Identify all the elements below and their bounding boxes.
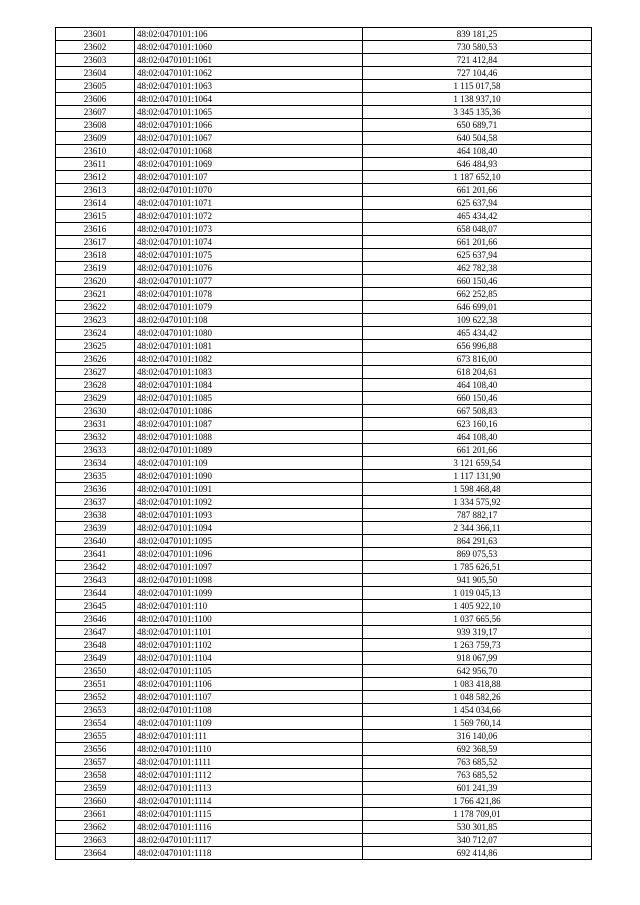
cadastral-value-cell: 1 115 017,58: [363, 80, 592, 93]
table-row: [56, 405, 592, 418]
row-number-cell: 23616: [56, 223, 135, 236]
cadastral-number-cell: 48:02:0470101:1115: [135, 808, 363, 821]
row-number-cell: 23615: [56, 210, 135, 223]
cadastral-value-cell: 1 569 760,14: [363, 717, 592, 730]
row-number-cell: 23662: [56, 821, 135, 834]
table-row: [56, 613, 592, 626]
row-number-cell: 23625: [56, 340, 135, 353]
cadastral-value-cell: 618 204,61: [363, 366, 592, 379]
table-row: [56, 158, 592, 171]
cadastral-value-cell: 864 291,63: [363, 535, 592, 548]
cadastral-number-cell: 48:02:0470101:1094: [135, 522, 363, 535]
table-row: [56, 496, 592, 509]
cadastral-value-cell: 465 434,42: [363, 210, 592, 223]
row-number-cell: 23601: [56, 28, 135, 41]
cadastral-number-cell: 48:02:0470101:1083: [135, 366, 363, 379]
cadastral-number-cell: 48:02:0470101:1068: [135, 145, 363, 158]
table-row: [56, 80, 592, 93]
cadastral-value-cell: 623 160,16: [363, 418, 592, 431]
cadastral-number-cell: 48:02:0470101:107: [135, 171, 363, 184]
row-number-cell: 23647: [56, 626, 135, 639]
cadastral-number-cell: 48:02:0470101:1104: [135, 652, 363, 665]
row-number-cell: 23617: [56, 236, 135, 249]
table-row: [56, 93, 592, 106]
cadastral-number-cell: 48:02:0470101:1110: [135, 743, 363, 756]
cadastral-value-cell: 661 201,66: [363, 236, 592, 249]
table-row: [56, 288, 592, 301]
cadastral-value-cell: 1 598 468,48: [363, 483, 592, 496]
table-row: [56, 223, 592, 236]
cadastral-number-cell: 48:02:0470101:1065: [135, 106, 363, 119]
cadastral-number-cell: 48:02:0470101:1108: [135, 704, 363, 717]
row-number-cell: 23628: [56, 379, 135, 392]
table-row: [56, 366, 592, 379]
table-row: [56, 41, 592, 54]
cadastral-number-cell: 48:02:0470101:1086: [135, 405, 363, 418]
row-number-cell: 23620: [56, 275, 135, 288]
cadastral-number-cell: 48:02:0470101:1097: [135, 561, 363, 574]
table-row: [56, 54, 592, 67]
row-number-cell: 23607: [56, 106, 135, 119]
row-number-cell: 23646: [56, 613, 135, 626]
cadastral-number-cell: 48:02:0470101:1116: [135, 821, 363, 834]
cadastral-number-cell: 48:02:0470101:1076: [135, 262, 363, 275]
row-number-cell: 23629: [56, 392, 135, 405]
cadastral-value-cell: 1 037 665,56: [363, 613, 592, 626]
cadastral-number-cell: 48:02:0470101:1070: [135, 184, 363, 197]
row-number-cell: 23653: [56, 704, 135, 717]
cadastral-number-cell: 48:02:0470101:1106: [135, 678, 363, 691]
cadastral-value-cell: 1 019 045,13: [363, 587, 592, 600]
cadastral-value-cell: 646 699,01: [363, 301, 592, 314]
cadastral-value-cell: 1 785 626,51: [363, 561, 592, 574]
cadastral-number-cell: 48:02:0470101:1107: [135, 691, 363, 704]
cadastral-number-cell: 48:02:0470101:109: [135, 457, 363, 470]
row-number-cell: 23632: [56, 431, 135, 444]
cadastral-value-cell: 941 905,50: [363, 574, 592, 587]
row-number-cell: 23622: [56, 301, 135, 314]
cadastral-number-cell: 48:02:0470101:1102: [135, 639, 363, 652]
table-row: [56, 691, 592, 704]
cadastral-number-cell: 48:02:0470101:1064: [135, 93, 363, 106]
row-number-cell: 23643: [56, 574, 135, 587]
table-row: [56, 171, 592, 184]
table-row: [56, 678, 592, 691]
cadastral-number-cell: 48:02:0470101:1088: [135, 431, 363, 444]
table-row: [56, 756, 592, 769]
cadastral-value-cell: 464 108,40: [363, 379, 592, 392]
cadastral-value-cell: 1 178 709,01: [363, 808, 592, 821]
row-number-cell: 23604: [56, 67, 135, 80]
table-row: [56, 249, 592, 262]
cadastral-number-cell: 48:02:0470101:1073: [135, 223, 363, 236]
row-number-cell: 23664: [56, 847, 135, 860]
cadastral-value-cell: 462 782,38: [363, 262, 592, 275]
cadastral-value-cell: 650 689,71: [363, 119, 592, 132]
cadastral-value-cell: 3 345 135,36: [363, 106, 592, 119]
cadastral-number-cell: 48:02:0470101:1074: [135, 236, 363, 249]
cadastral-number-cell: 48:02:0470101:108: [135, 314, 363, 327]
cadastral-value-cell: 692 368,59: [363, 743, 592, 756]
row-number-cell: 23639: [56, 522, 135, 535]
cadastral-number-cell: 48:02:0470101:1105: [135, 665, 363, 678]
table-row: [56, 28, 592, 41]
row-number-cell: 23654: [56, 717, 135, 730]
cadastral-number-cell: 48:02:0470101:1098: [135, 574, 363, 587]
cadastral-number-cell: 48:02:0470101:1109: [135, 717, 363, 730]
row-number-cell: 23652: [56, 691, 135, 704]
cadastral-value-cell: 1 405 922,10: [363, 600, 592, 613]
cadastral-number-cell: 48:02:0470101:1092: [135, 496, 363, 509]
cadastral-value-cell: 662 252,85: [363, 288, 592, 301]
table-body: [56, 28, 592, 860]
table-row: [56, 821, 592, 834]
table-row: [56, 743, 592, 756]
table-row: [56, 327, 592, 340]
table-row: [56, 561, 592, 574]
cadastral-number-cell: 48:02:0470101:1091: [135, 483, 363, 496]
cadastral-value-cell: 727 104,46: [363, 67, 592, 80]
cadastral-value-cell: 721 412,84: [363, 54, 592, 67]
cadastral-number-cell: 48:02:0470101:1111: [135, 756, 363, 769]
row-number-cell: 23619: [56, 262, 135, 275]
row-number-cell: 23623: [56, 314, 135, 327]
row-number-cell: 23644: [56, 587, 135, 600]
cadastral-value-cell: 465 434,42: [363, 327, 592, 340]
cadastral-value-cell: 109 622,38: [363, 314, 592, 327]
cadastral-number-cell: 48:02:0470101:1095: [135, 535, 363, 548]
row-number-cell: 23638: [56, 509, 135, 522]
table-row: [56, 119, 592, 132]
cadastral-number-cell: 48:02:0470101:1093: [135, 509, 363, 522]
table-row: [56, 132, 592, 145]
row-number-cell: 23658: [56, 769, 135, 782]
cadastral-value-cell: 625 637,94: [363, 197, 592, 210]
cadastral-value-cell: 601 241,39: [363, 782, 592, 795]
row-number-cell: 23603: [56, 54, 135, 67]
cadastral-number-cell: 48:02:0470101:1071: [135, 197, 363, 210]
cadastral-number-cell: 48:02:0470101:1077: [135, 275, 363, 288]
row-number-cell: 23610: [56, 145, 135, 158]
cadastral-number-cell: 48:02:0470101:1113: [135, 782, 363, 795]
cadastral-number-cell: 48:02:0470101:1084: [135, 379, 363, 392]
table-row: [56, 275, 592, 288]
cadastral-value-cell: 1 187 652,10: [363, 171, 592, 184]
cadastral-number-cell: 48:02:0470101:1062: [135, 67, 363, 80]
table-row: [56, 509, 592, 522]
row-number-cell: 23640: [56, 535, 135, 548]
cadastral-number-cell: 48:02:0470101:1067: [135, 132, 363, 145]
cadastral-value-cell: 2 344 366,11: [363, 522, 592, 535]
cadastral-value-cell: 667 508,83: [363, 405, 592, 418]
cadastral-number-cell: 48:02:0470101:1082: [135, 353, 363, 366]
cadastral-number-cell: 48:02:0470101:1063: [135, 80, 363, 93]
cadastral-number-cell: 48:02:0470101:111: [135, 730, 363, 743]
cadastral-value-cell: 625 637,94: [363, 249, 592, 262]
cadastral-number-cell: 48:02:0470101:106: [135, 28, 363, 41]
cadastral-value-cell: 464 108,40: [363, 431, 592, 444]
cadastral-value-cell: 692 414,86: [363, 847, 592, 860]
cadastral-value-cell: 530 301,85: [363, 821, 592, 834]
table-row: [56, 626, 592, 639]
table-row: [56, 574, 592, 587]
cadastral-number-cell: 48:02:0470101:1080: [135, 327, 363, 340]
row-number-cell: 23656: [56, 743, 135, 756]
cadastral-value-cell: 730 580,53: [363, 41, 592, 54]
cadastral-value-cell: 1 138 937,10: [363, 93, 592, 106]
cadastral-number-cell: 48:02:0470101:1100: [135, 613, 363, 626]
row-number-cell: 23606: [56, 93, 135, 106]
row-number-cell: 23609: [56, 132, 135, 145]
cadastral-number-cell: 48:02:0470101:1072: [135, 210, 363, 223]
cadastral-number-cell: 48:02:0470101:1078: [135, 288, 363, 301]
cadastral-value-cell: 1 117 131,90: [363, 470, 592, 483]
cadastral-value-cell: 3 121 659,54: [363, 457, 592, 470]
cadastral-value-cell: 660 150,46: [363, 275, 592, 288]
cadastral-value-cell: 763 685,52: [363, 769, 592, 782]
cadastral-value-cell: 673 816,00: [363, 353, 592, 366]
cadastral-number-cell: 48:02:0470101:1060: [135, 41, 363, 54]
table-row: [56, 717, 592, 730]
cadastral-number-cell: 48:02:0470101:1096: [135, 548, 363, 561]
cadastral-value-cell: 464 108,40: [363, 145, 592, 158]
row-number-cell: 23660: [56, 795, 135, 808]
row-number-cell: 23605: [56, 80, 135, 93]
table-row: [56, 106, 592, 119]
table-row: [56, 665, 592, 678]
table-row: [56, 834, 592, 847]
row-number-cell: 23612: [56, 171, 135, 184]
cadastral-value-cell: 839 181,25: [363, 28, 592, 41]
cadastral-number-cell: 48:02:0470101:1066: [135, 119, 363, 132]
table-row: [56, 340, 592, 353]
cadastral-value-cell: 340 712,07: [363, 834, 592, 847]
row-number-cell: 23659: [56, 782, 135, 795]
row-number-cell: 23649: [56, 652, 135, 665]
cadastral-value-cell: 642 956,70: [363, 665, 592, 678]
cadastral-number-cell: 48:02:0470101:1101: [135, 626, 363, 639]
row-number-cell: 23655: [56, 730, 135, 743]
table-row: [56, 210, 592, 223]
row-number-cell: 23611: [56, 158, 135, 171]
cadastral-value-cell: 1 454 034,66: [363, 704, 592, 717]
table-row: [56, 808, 592, 821]
row-number-cell: 23663: [56, 834, 135, 847]
row-number-cell: 23633: [56, 444, 135, 457]
table-row: [56, 587, 592, 600]
table-row: [56, 730, 592, 743]
row-number-cell: 23635: [56, 470, 135, 483]
table-row: [56, 483, 592, 496]
table-row: [56, 457, 592, 470]
cadastral-value-cell: 646 484,93: [363, 158, 592, 171]
row-number-cell: 23645: [56, 600, 135, 613]
table-row: [56, 847, 592, 860]
cadastral-number-cell: 48:02:0470101:1061: [135, 54, 363, 67]
table-row: [56, 522, 592, 535]
table-row: [56, 301, 592, 314]
row-number-cell: 23631: [56, 418, 135, 431]
cadastral-value-cell: 656 996,88: [363, 340, 592, 353]
table-row: [56, 535, 592, 548]
cadastral-number-cell: 48:02:0470101:1112: [135, 769, 363, 782]
row-number-cell: 23636: [56, 483, 135, 496]
row-number-cell: 23613: [56, 184, 135, 197]
cadastral-value-cell: 1 766 421,86: [363, 795, 592, 808]
row-number-cell: 23626: [56, 353, 135, 366]
table-row: [56, 652, 592, 665]
cadastral-number-cell: 48:02:0470101:1114: [135, 795, 363, 808]
cadastral-number-cell: 48:02:0470101:1087: [135, 418, 363, 431]
table-row: [56, 795, 592, 808]
cadastral-value-cell: 661 201,66: [363, 184, 592, 197]
row-number-cell: 23618: [56, 249, 135, 262]
table-row: [56, 184, 592, 197]
table-row: [56, 353, 592, 366]
cadastral-number-cell: 48:02:0470101:1069: [135, 158, 363, 171]
row-number-cell: 23641: [56, 548, 135, 561]
row-number-cell: 23621: [56, 288, 135, 301]
table-row: [56, 639, 592, 652]
row-number-cell: 23614: [56, 197, 135, 210]
cadastral-value-cell: 316 140,06: [363, 730, 592, 743]
row-number-cell: 23657: [56, 756, 135, 769]
row-number-cell: 23608: [56, 119, 135, 132]
cadastral-value-cell: 1 048 582,26: [363, 691, 592, 704]
table-row: [56, 262, 592, 275]
table-row: [56, 600, 592, 613]
row-number-cell: 23637: [56, 496, 135, 509]
cadastral-value-cell: 763 685,52: [363, 756, 592, 769]
table-row: [56, 379, 592, 392]
cadastral-value-table: [55, 27, 592, 860]
cadastral-number-cell: 48:02:0470101:1079: [135, 301, 363, 314]
table-row: [56, 431, 592, 444]
table-row: [56, 392, 592, 405]
cadastral-number-cell: 48:02:0470101:1081: [135, 340, 363, 353]
row-number-cell: 23624: [56, 327, 135, 340]
table-row: [56, 470, 592, 483]
table-row: [56, 67, 592, 80]
table-row: [56, 418, 592, 431]
row-number-cell: 23602: [56, 41, 135, 54]
cadastral-value-cell: 1 334 575,92: [363, 496, 592, 509]
table-row: [56, 145, 592, 158]
table-row: [56, 314, 592, 327]
cadastral-value-cell: 660 150,46: [363, 392, 592, 405]
row-number-cell: 23634: [56, 457, 135, 470]
cadastral-value-cell: 658 048,07: [363, 223, 592, 236]
cadastral-number-cell: 48:02:0470101:1117: [135, 834, 363, 847]
cadastral-number-cell: 48:02:0470101:1090: [135, 470, 363, 483]
row-number-cell: 23648: [56, 639, 135, 652]
row-number-cell: 23661: [56, 808, 135, 821]
cadastral-number-cell: 48:02:0470101:1118: [135, 847, 363, 860]
cadastral-value-cell: 1 083 418,88: [363, 678, 592, 691]
cadastral-number-cell: 48:02:0470101:1099: [135, 587, 363, 600]
table-row: [56, 236, 592, 249]
table-row: [56, 782, 592, 795]
row-number-cell: 23642: [56, 561, 135, 574]
table-row: [56, 444, 592, 457]
cadastral-value-cell: 640 504,58: [363, 132, 592, 145]
cadastral-value-cell: 939 319,17: [363, 626, 592, 639]
row-number-cell: 23627: [56, 366, 135, 379]
row-number-cell: 23651: [56, 678, 135, 691]
row-number-cell: 23650: [56, 665, 135, 678]
row-number-cell: 23630: [56, 405, 135, 418]
cadastral-number-cell: 48:02:0470101:110: [135, 600, 363, 613]
table-row: [56, 769, 592, 782]
cadastral-number-cell: 48:02:0470101:1089: [135, 444, 363, 457]
cadastral-value-cell: 1 263 759,73: [363, 639, 592, 652]
cadastral-number-cell: 48:02:0470101:1075: [135, 249, 363, 262]
table-row: [56, 704, 592, 717]
table-row: [56, 548, 592, 561]
cadastral-number-cell: 48:02:0470101:1085: [135, 392, 363, 405]
cadastral-value-cell: 918 067,99: [363, 652, 592, 665]
cadastral-value-cell: 869 075,53: [363, 548, 592, 561]
cadastral-value-cell: 787 882,17: [363, 509, 592, 522]
cadastral-value-cell: 661 201,66: [363, 444, 592, 457]
table-row: [56, 197, 592, 210]
